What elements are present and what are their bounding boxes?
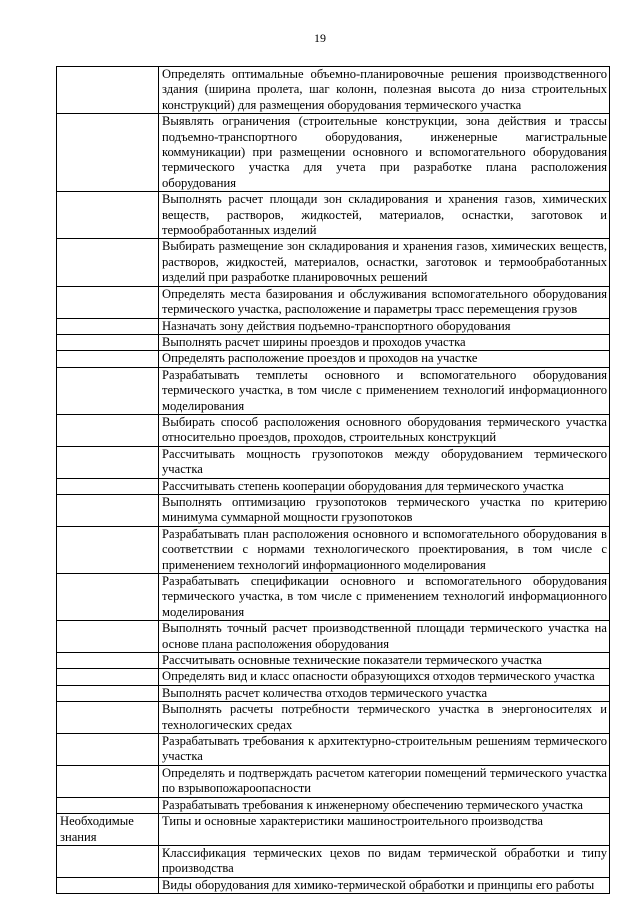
category-cell: [57, 114, 159, 192]
requirement-text: Выполнять оптимизацию грузопотоков термического участка по критерию минимума суммарной мощности грузопотоков: [159, 494, 610, 526]
requirement-text: Разрабатывать требования к архитектурно-строительным решениям термического участка: [159, 734, 610, 766]
requirement-text: Выполнять расчет ширины проездов и проходов участка: [159, 334, 610, 350]
category-cell: [57, 574, 159, 621]
table-row: [57, 574, 610, 621]
table-row: [57, 765, 610, 797]
table-row: [57, 286, 610, 318]
table-row: [57, 734, 610, 766]
category-label: Необходимые знания: [57, 814, 159, 846]
category-cell: [57, 702, 159, 734]
category-cell: [57, 526, 159, 573]
table-row: [57, 845, 610, 877]
requirement-text: Разрабатывать темплеты основного и вспомогательного оборудования термического участка, в том числе с применением технологий информационного моделирования: [159, 367, 610, 414]
table-row: [57, 367, 610, 414]
table-row: [57, 239, 610, 286]
page-number: 19: [314, 31, 326, 45]
requirement-text: Разрабатывать план расположения основного и вспомогательного оборудования в соответствии с нормами технологического проектирования, в том числе с применением технологий информационного моделирования: [159, 526, 610, 573]
requirement-text: Рассчитывать основные технические показатели термического участка: [159, 653, 610, 669]
requirement-text: Классификация термических цехов по видам термической обработки и типу производства: [159, 845, 610, 877]
requirement-text: Определять расположение проездов и проходов на участке: [159, 351, 610, 367]
requirement-text: Выбирать размещение зон складирования и хранения газов, химических веществ, растворов, жидкостей, материалов, оснастки, заготовок и термообработанных изделий при разработке планировочных решений: [159, 239, 610, 286]
category-cell: [57, 734, 159, 766]
requirement-text: Разрабатывать спецификации основного и вспомогательного оборудования термического участка, в том числе с применением технологий информационного моделирования: [159, 574, 610, 621]
table-row: [57, 526, 610, 573]
requirement-text: Выявлять ограничения (строительные конструкции, зона действия и трассы подъемно-транспортного оборудования, инженерные магистральные коммуникации) при размещении основного и вспомогательного оборудования термического участка для учета при разработке плана расположения оборудования: [159, 114, 610, 192]
category-cell: [57, 797, 159, 813]
category-cell: [57, 494, 159, 526]
requirement-text: Определять оптимальные объемно-планировочные решения производственного здания (ширина пролета, шаг колонн, полезная высота до низа строительных конструкций) для размещения оборудования термического участка: [159, 67, 610, 114]
category-cell: [57, 414, 159, 446]
table-row: [57, 446, 610, 478]
requirement-text: Выполнять расчеты потребности термического участка в энергоносителях и технологических средах: [159, 702, 610, 734]
table-row: [57, 318, 610, 334]
requirement-text: Виды оборудования для химико-термической обработки и принципы его работы: [159, 877, 610, 893]
category-cell: [57, 334, 159, 350]
requirement-text: Выполнять точный расчет производственной площади термического участка на основе плана расположения оборудования: [159, 621, 610, 653]
category-cell: [57, 765, 159, 797]
requirement-text: Определять места базирования и обслуживания вспомогательного оборудования термического участка, расположение и параметры трасс перемещения грузов: [159, 286, 610, 318]
table-row: [57, 414, 610, 446]
category-cell: [57, 318, 159, 334]
category-cell: [57, 685, 159, 701]
requirement-text: Выбирать способ расположения основного оборудования термического участка относительно проездов, проходов, строительных конструкций: [159, 414, 610, 446]
category-cell: [57, 192, 159, 239]
table-row: [57, 192, 610, 239]
table-row: [57, 621, 610, 653]
table-row: [57, 814, 610, 846]
requirement-text: Рассчитывать мощность грузопотоков между оборудованием термического участка: [159, 446, 610, 478]
category-cell: [57, 286, 159, 318]
category-cell: [57, 351, 159, 367]
table-row: [57, 478, 610, 494]
category-cell: [57, 446, 159, 478]
requirement-text: Разрабатывать требования к инженерному обеспечению термического участка: [159, 797, 610, 813]
category-cell: [57, 367, 159, 414]
category-cell: [57, 621, 159, 653]
table-row: [57, 653, 610, 669]
requirement-text: Назначать зону действия подъемно-транспортного оборудования: [159, 318, 610, 334]
requirement-text: Определять и подтверждать расчетом категории помещений термического участка по взрывопожароопасности: [159, 765, 610, 797]
category-cell: [57, 845, 159, 877]
table-row: [57, 797, 610, 813]
category-cell: [57, 239, 159, 286]
table-row: [57, 114, 610, 192]
requirement-text: Рассчитывать степень кооперации оборудования для термического участка: [159, 478, 610, 494]
table-row: [57, 494, 610, 526]
category-cell: [57, 67, 159, 114]
table-row: [57, 669, 610, 685]
table-row: [57, 351, 610, 367]
table-row: [57, 685, 610, 701]
table-row: [57, 67, 610, 114]
requirement-text: Выполнять расчет площади зон складирования и хранения газов, химических веществ, растворов, жидкостей, материалов, оснастки, заготовок и термообработанных изделий: [159, 192, 610, 239]
requirement-text: Определять вид и класс опасности образующихся отходов термического участка: [159, 669, 610, 685]
category-cell: [57, 877, 159, 893]
requirement-text: Типы и основные характеристики машиностроительного производства: [159, 814, 610, 846]
category-cell: [57, 478, 159, 494]
table-row: [57, 702, 610, 734]
table-row: [57, 877, 610, 893]
category-cell: [57, 669, 159, 685]
requirement-text: Выполнять расчет количества отходов термического участка: [159, 685, 610, 701]
requirements-table: [56, 66, 610, 894]
table-row: [57, 334, 610, 350]
category-cell: [57, 653, 159, 669]
